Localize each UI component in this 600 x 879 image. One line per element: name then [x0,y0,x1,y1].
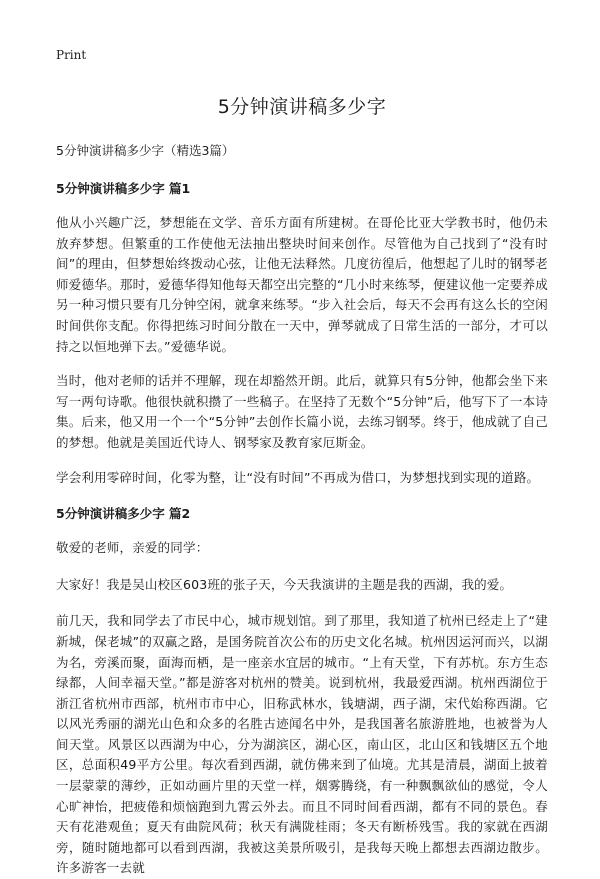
paragraph: 大家好！我是吴山校区603班的张子天，今天我演讲的主题是我的西湖，我的爱。 [56,576,513,592]
paragraph: 前几天，我和同学去了市民中心，城市规划馆。到了那里，我知道了杭州已经走上了“建新城，保老城”的双赢之路，是国务院首次公布的历史文化名城。杭州因运河而兴，以湖为名，旁溪而聚，面海而栖，是一座亲水宜居的城市。“上有天堂，下有苏杭。东方生态绿都，人间幸福天堂。”都是游客对杭州的赞美。说到杭州，我最爱西湖。杭州西湖位于浙江省杭州市西部，杭州市市中心，旧称武林水，钱塘湖，西子湖，宋代始称西湖。它以风光秀丽的湖光山色和众多的名胜古迹闻名中外，是我国著名旅游胜地，也被誉为人间天堂。风景区以西湖为中心，分为湖滨区，湖心区，南山区，北山区和钱塘区五个地区，总面积49平方公里。每次看到西湖，就仿佛来到了仙境。尤其是清晨，湖面上披着一层蒙蒙的薄纱，正如动画片里的天堂一样，烟雾腾绕，有一种飘飘欲仙的感觉，令人心旷神怡，把疲倦和烦恼跑到九霄云外去。而且不同时间看西湖，都有不同的景色。春天有花港观鱼；夏天有曲院风荷；秋天有满陇桂雨；冬天有断桥残雪。我的家就在西湖旁，随时随地都可以看到西湖，我被这美景所吸引，是我每天晚上都想去西湖边散步。许多游客一去就 [56,613,548,876]
print-link[interactable]: Print [56,48,87,62]
paragraph: 当时，他对老师的话并不理解，现在却豁然开朗。此后，就算只有5分钟，他都会坐下来写一两句诗歌。他很快就积攒了一些稿子。在坚持了无数个“5分钟”后，他写下了一本诗集。后来，他又用一个一个“5分钟”去创作长篇小说，去练习钢琴。终于，他成就了自己的梦想。他就是美国近代诗人、钢琴家及教育家厄斯金。 [56,373,548,450]
paragraph: 学会利用零碎时间，化零为整，让“没有时间”不再成为借口，为梦想找到实现的道路。 [56,469,540,485]
section-heading-2: 5分钟演讲稿多少字 篇2 [56,506,191,522]
document-subtitle: 5分钟演讲稿多少字（精选3篇） [56,143,235,158]
paragraph: 他从小兴趣广泛，梦想能在文学、音乐方面有所建树。在哥伦比亚大学教书时，他仍未放弃梦想。但繁重的工作使他无法抽出整块时间来创作。尽管他为自己找到了“没有时间”的理由，但梦想始终拨动心弦，让他无法释然。几度彷徨后，他想起了儿时的钢琴老师爱德华。那时，爱德华得知他每天都空出完整的“几小时来练琴，便建议他一定要养成另一种习惯只要有几分钟空闲，就拿来练琴。“步入社会后，每天不会再有这么长的空闲时间供你支配。你得把练习时间分散在一天中，弹琴就成了日常生活的一部分，才可以持之以恒地弹下去。”爱德华说。 [56,215,548,354]
paragraph: 敬爱的老师，亲爱的同学： [56,540,209,556]
section-heading-1: 5分钟演讲稿多少字 篇1 [56,181,191,196]
document-title: 5分钟演讲稿多少字 [217,96,387,118]
